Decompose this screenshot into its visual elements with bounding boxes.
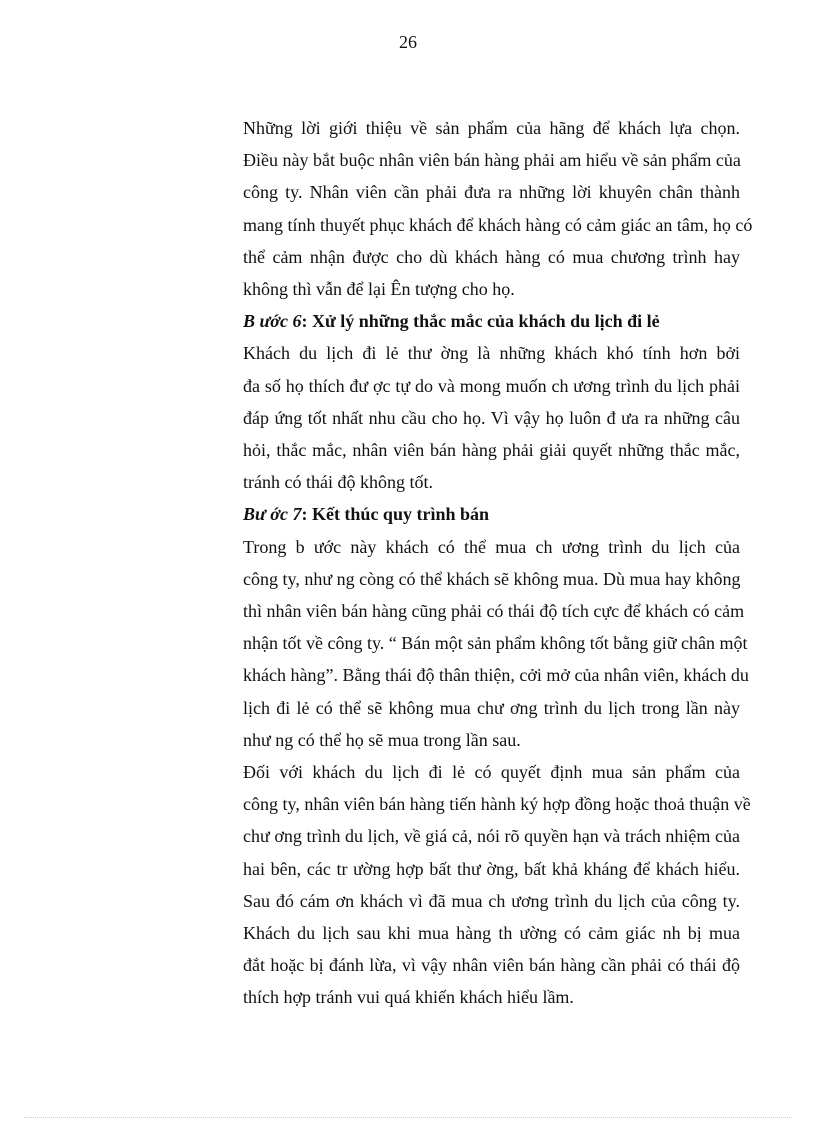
- text-line: Sau đó cám ơn khách vì đã mua ch ương trình du lịch của công ty.: [243, 890, 740, 911]
- text-line: Đối với khách du lịch đi lẻ có quyết định mua sản phẩm của: [243, 762, 740, 783]
- step-7-heading: [195, 498, 740, 530]
- paragraph-contract: [195, 756, 751, 1014]
- text-line: đáp ứng tốt nhất nhu cầu cho họ. Vì vậy họ luôn đ ưa ra những câu: [243, 407, 740, 428]
- step-7-title: : Kết thúc quy trình bán: [301, 504, 489, 525]
- text-line: Trong b ước này khách có thể mua ch ương trình du lịch của: [243, 536, 740, 557]
- text-line: công ty, nhân viên bán hàng tiến hành ký hợp đồng hoặc thoả thuận về: [243, 794, 751, 815]
- paragraph-handle-questions: [195, 337, 740, 498]
- text-line: đắt hoặc bị đánh lừa, vì vậy nhân viên bán hàng cần phải có thái độ: [243, 955, 740, 976]
- text-line: thích hợp tránh vui quá khiến khách hiểu lầm.: [243, 987, 574, 1008]
- text-line: Những lời giới thiệu về sản phẩm của hãng để khách lựa chọn.: [243, 118, 740, 138]
- page-number: 26: [399, 32, 417, 52]
- step-6-heading: [195, 305, 740, 337]
- text-line: tránh có thái độ không tốt.: [243, 472, 433, 493]
- text-line: khách hàng”. Bằng thái độ thân thiện, cởi mở của nhân viên, khách du: [243, 665, 749, 686]
- text-line: lịch đi lẻ có thể sẽ không mua chư ơng trình du lịch trong lần này: [243, 697, 740, 718]
- text-line: thì nhân viên bán hàng cũng phải có thái độ tích cực để khách có cảm: [243, 601, 745, 622]
- step-6-title: : Xử lý những thắc mắc của khách du lịch đi lẻ: [301, 311, 660, 332]
- step-6-label: B ước 6: [243, 311, 302, 332]
- paragraph-closing-sale: [195, 531, 749, 756]
- text-line: đa số họ thích đư ợc tự do và mong muốn ch ương trình du lịch phải: [243, 375, 740, 396]
- text-line: Khách du lịch đi lẻ thư ờng là những khách khó tính hơn bởi: [243, 343, 740, 364]
- paragraph-product-introduction: [195, 112, 753, 305]
- text-line: mang tính thuyết phục khách để khách hàng có cảm giác an tâm, họ có: [243, 214, 753, 235]
- text-line: Điều này bắt buộc nhân viên bán hàng phải am hiểu về sản phẩm của: [243, 150, 741, 171]
- text-line: chư ơng trình du lịch, về giá cả, nói rõ quyền hạn và trách nhiệm của: [243, 826, 740, 847]
- text-line: như ng có thể họ sẽ mua trong lần sau.: [243, 729, 521, 750]
- page-bottom-divider: [24, 1117, 792, 1118]
- text-line: hỏi, thắc mắc, nhân viên bán hàng phải giải quyết những thắc mắc,: [243, 440, 740, 461]
- text-line: hai bên, các tr ường hợp bất thư ờng, bất khả kháng để khách hiểu.: [243, 858, 740, 879]
- text-line: thể cảm nhận được cho dù khách hàng có mua chương trình hay: [243, 246, 740, 267]
- text-line: không thì vẫn để lại Ên tượng cho họ.: [243, 279, 515, 300]
- text-line: Khách du lịch sau khi mua hàng th ường có cảm giác nh bị mua: [243, 923, 740, 944]
- document-body: [195, 112, 753, 1014]
- text-line: công ty. Nhân viên cần phải đưa ra những lời khuyên chân thành: [243, 182, 740, 203]
- step-7-label: Bư ớc 7: [243, 504, 302, 525]
- text-line: công ty, như ng còng có thể khách sẽ không mua. Dù mua hay không: [243, 568, 741, 589]
- text-line: nhận tốt về công ty. “ Bán một sản phẩm không tốt bằng giữ chân một: [243, 633, 748, 654]
